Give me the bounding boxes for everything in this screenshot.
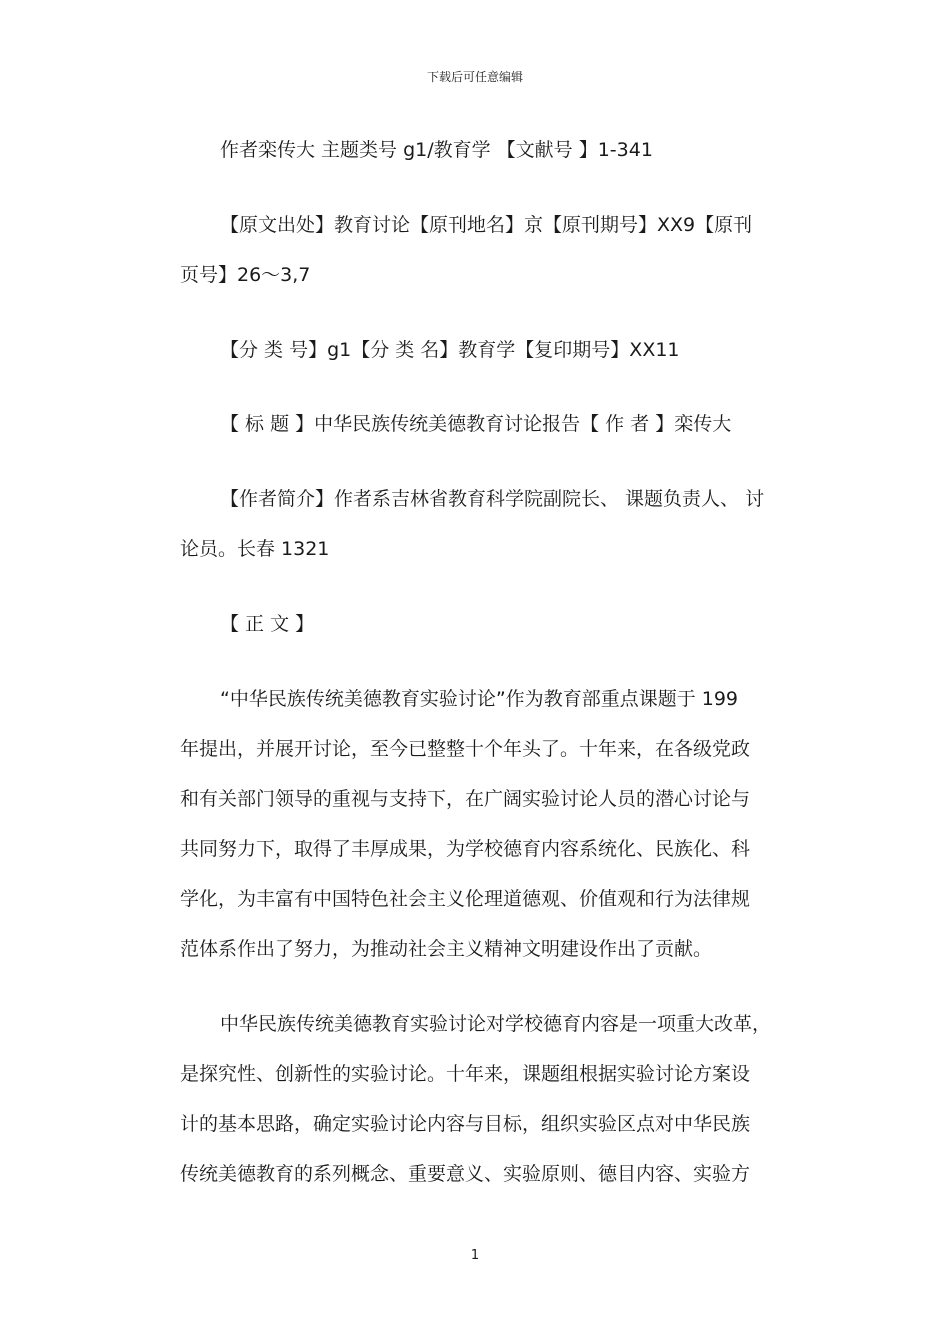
paragraph-line: 中华民族传统美德教育实验讨论对学校德育内容是一项重大改革， [220,1013,772,1035]
meta-category-line: 【分 类 号】g1【分 类 名】教育学【复印期号】XX11 [220,339,680,361]
paragraph-line: 范体系作出了努力，为推动社会主义精神文明建设作出了贡献。 [180,938,713,960]
paragraph-line: 是探究性、创新性的实验讨论。十年来，课题组根据实验讨论方案设 [180,1063,751,1085]
paragraph-line: 学化，为丰富有中国特色社会主义伦理道德观、价值观和行为法律规 [180,888,751,910]
meta-title-line: 【 标 题 】中华民族传统美德教育讨论报告【 作 者 】栾传大 [220,413,732,435]
page-number: 1 [470,1248,480,1263]
body-heading: 【 正 文 】 [220,613,315,635]
meta-author-bio-line: 【作者简介】作者系吉林省教育科学院副院长、 课题负责人、 讨 [220,488,765,510]
paragraph-line: 计的基本思路，确定实验讨论内容与目标，组织实验区点对中华民族 [180,1113,751,1135]
meta-author-bio-line-cont: 论员。长春 1321 [180,538,330,560]
paragraph-line: 年提出，并展开讨论，至今已整整十个年头了。十年来，在各级党政 [180,738,751,760]
meta-source-line-cont: 页号】26～3,7 [180,264,311,286]
paragraph-line: “中华民族传统美德教育实验讨论”作为教育部重点课题于 199 [220,688,738,710]
paragraph-line: 共同努力下，取得了丰厚成果，为学校德育内容系统化、民族化、科 [180,838,751,860]
page-header-note: 下载后可任意编辑 [426,70,523,84]
paragraph-line: 传统美德教育的系列概念、重要意义、实验原则、德目内容、实验方 [180,1163,751,1185]
paragraph-line: 和有关部门领导的重视与支持下，在广阔实验讨论人员的潜心讨论与 [180,788,751,810]
meta-author-line: 作者栾传大 主题类号 g1/教育学 【文献号 】1-341 [220,139,653,161]
meta-source-line: 【原文出处】教育讨论【原刊地名】京【原刊期号】XX9【原刊 [220,214,753,236]
